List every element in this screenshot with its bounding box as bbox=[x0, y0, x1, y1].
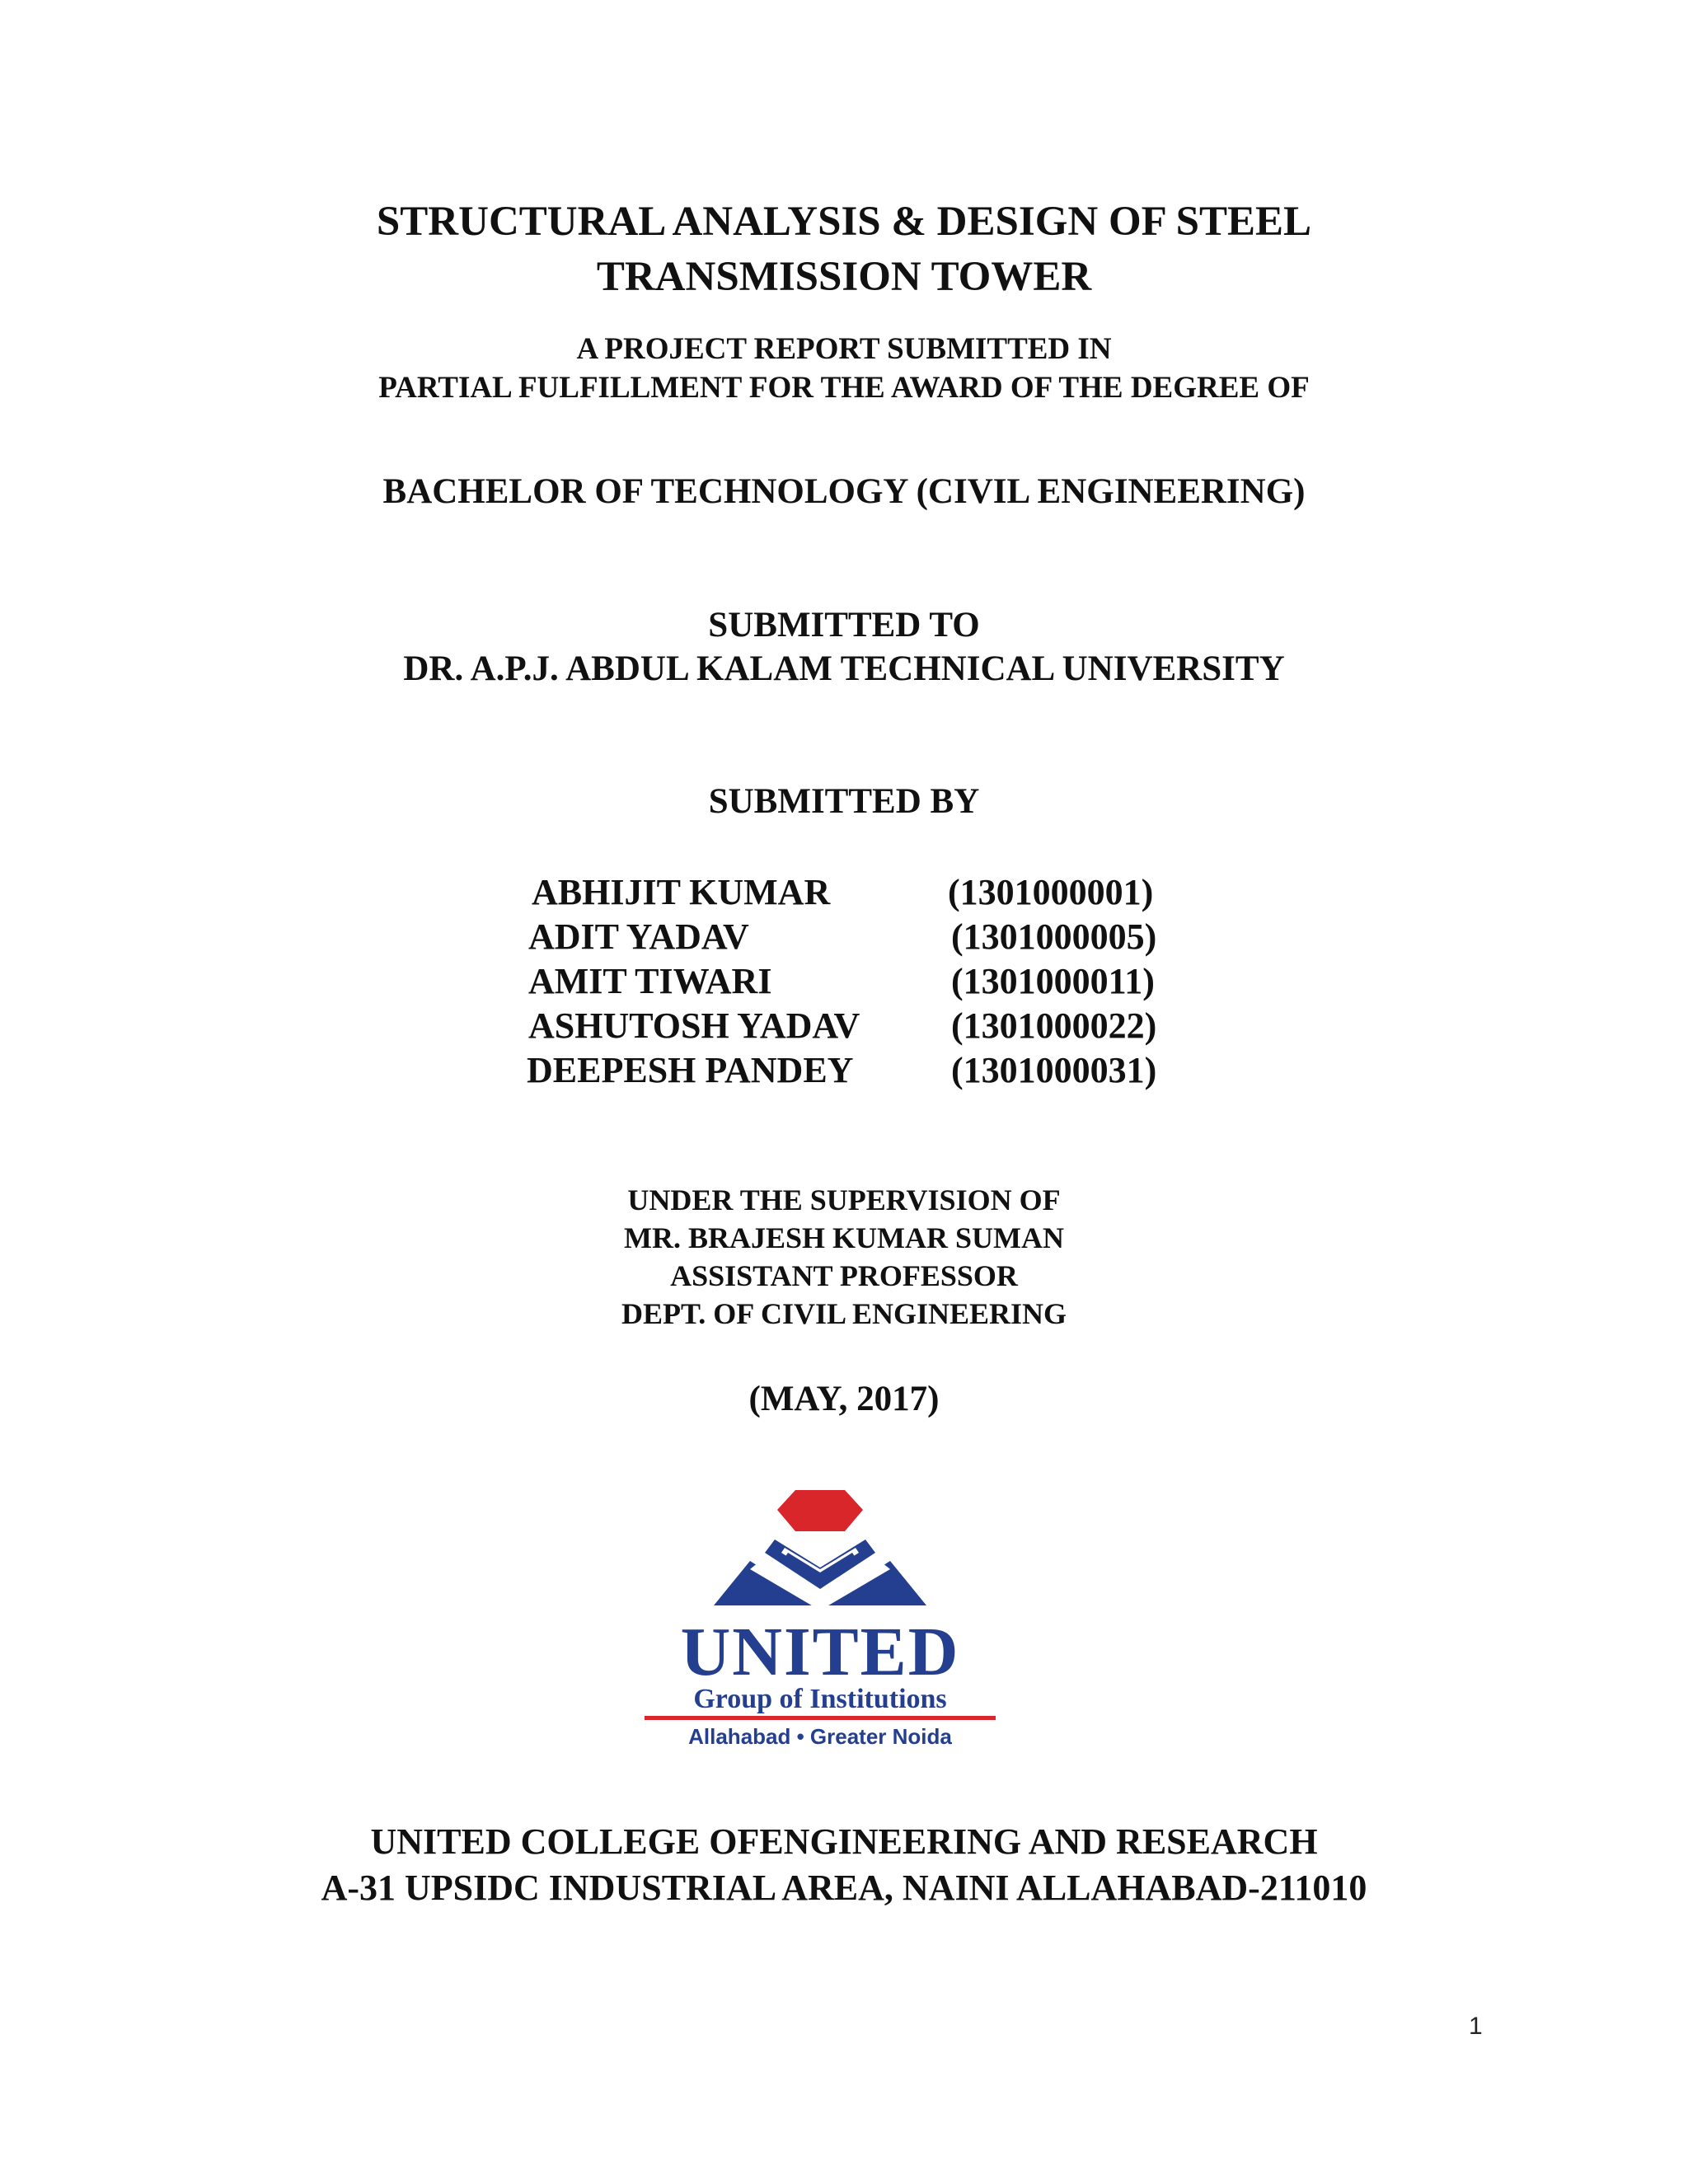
student-name: DEEPESH PANDEY bbox=[527, 1050, 854, 1090]
college-name: UNITED COLLEGE OFENGINEERING AND RESEARCH bbox=[370, 1821, 1318, 1862]
subtitle-line-2: PARTIAL FULFILLMENT FOR THE AWARD OF THE DEGREE OF bbox=[378, 371, 1310, 405]
subtitle-line-1: A PROJECT REPORT SUBMITTED IN bbox=[576, 332, 1112, 366]
supervisor-designation: ASSISTANT PROFESSOR bbox=[670, 1259, 1018, 1292]
university-name: DR. A.P.J. ABDUL KALAM TECHNICAL UNIVERSITY bbox=[403, 649, 1285, 688]
supervisor-department: DEPT. OF CIVIL ENGINEERING bbox=[621, 1297, 1067, 1330]
student-roll-number: (1301000011) bbox=[951, 961, 1155, 1001]
logo-wordmark: UNITED bbox=[680, 1614, 960, 1690]
student-roll-number: (1301000022) bbox=[951, 1005, 1157, 1046]
degree-title: BACHELOR OF TECHNOLOGY (CIVIL ENGINEERING) bbox=[382, 472, 1306, 511]
student-row bbox=[528, 960, 1171, 1005]
report-date: (MAY, 2017) bbox=[748, 1380, 940, 1418]
submitted-to-label: SUBMITTED TO bbox=[708, 606, 980, 644]
submitted-by-label: SUBMITTED BY bbox=[708, 782, 980, 821]
student-roll-number: (1301000001) bbox=[948, 872, 1154, 912]
student-row bbox=[527, 1049, 1170, 1094]
student-name: AMIT TIWARI bbox=[528, 961, 772, 1001]
student-roll-number: (1301000031) bbox=[951, 1050, 1157, 1090]
student-row bbox=[528, 1005, 1171, 1049]
logo-emblem-icon bbox=[635, 1483, 1047, 1764]
student-name: ASHUTOSH YADAV bbox=[528, 1005, 860, 1046]
student-roll-number: (1301000005) bbox=[951, 916, 1157, 957]
page-number: 1 bbox=[1469, 2013, 1483, 2040]
logo-locations: Allahabad • Greater Noida bbox=[688, 1724, 952, 1749]
supervision-label: UNDER THE SUPERVISION OF bbox=[627, 1183, 1061, 1216]
student-name: ADIT YADAV bbox=[528, 916, 749, 957]
student-name: ABHIJIT KUMAR bbox=[532, 872, 831, 912]
united-group-logo bbox=[635, 1483, 1047, 1764]
report-title-line-1: STRUCTURAL ANALYSIS & DESIGN OF STEEL bbox=[376, 199, 1312, 245]
logo-tagline: Group of Institutions bbox=[693, 1684, 947, 1714]
report-title-line-2: TRANSMISSION TOWER bbox=[596, 254, 1092, 300]
supervisor-name: MR. BRAJESH KUMAR SUMAN bbox=[624, 1221, 1064, 1254]
student-row bbox=[532, 871, 1175, 916]
student-row bbox=[528, 916, 1171, 960]
college-address: A-31 UPSIDC INDUSTRIAL AREA, NAINI ALLAHABAD-211010 bbox=[321, 1868, 1367, 1908]
